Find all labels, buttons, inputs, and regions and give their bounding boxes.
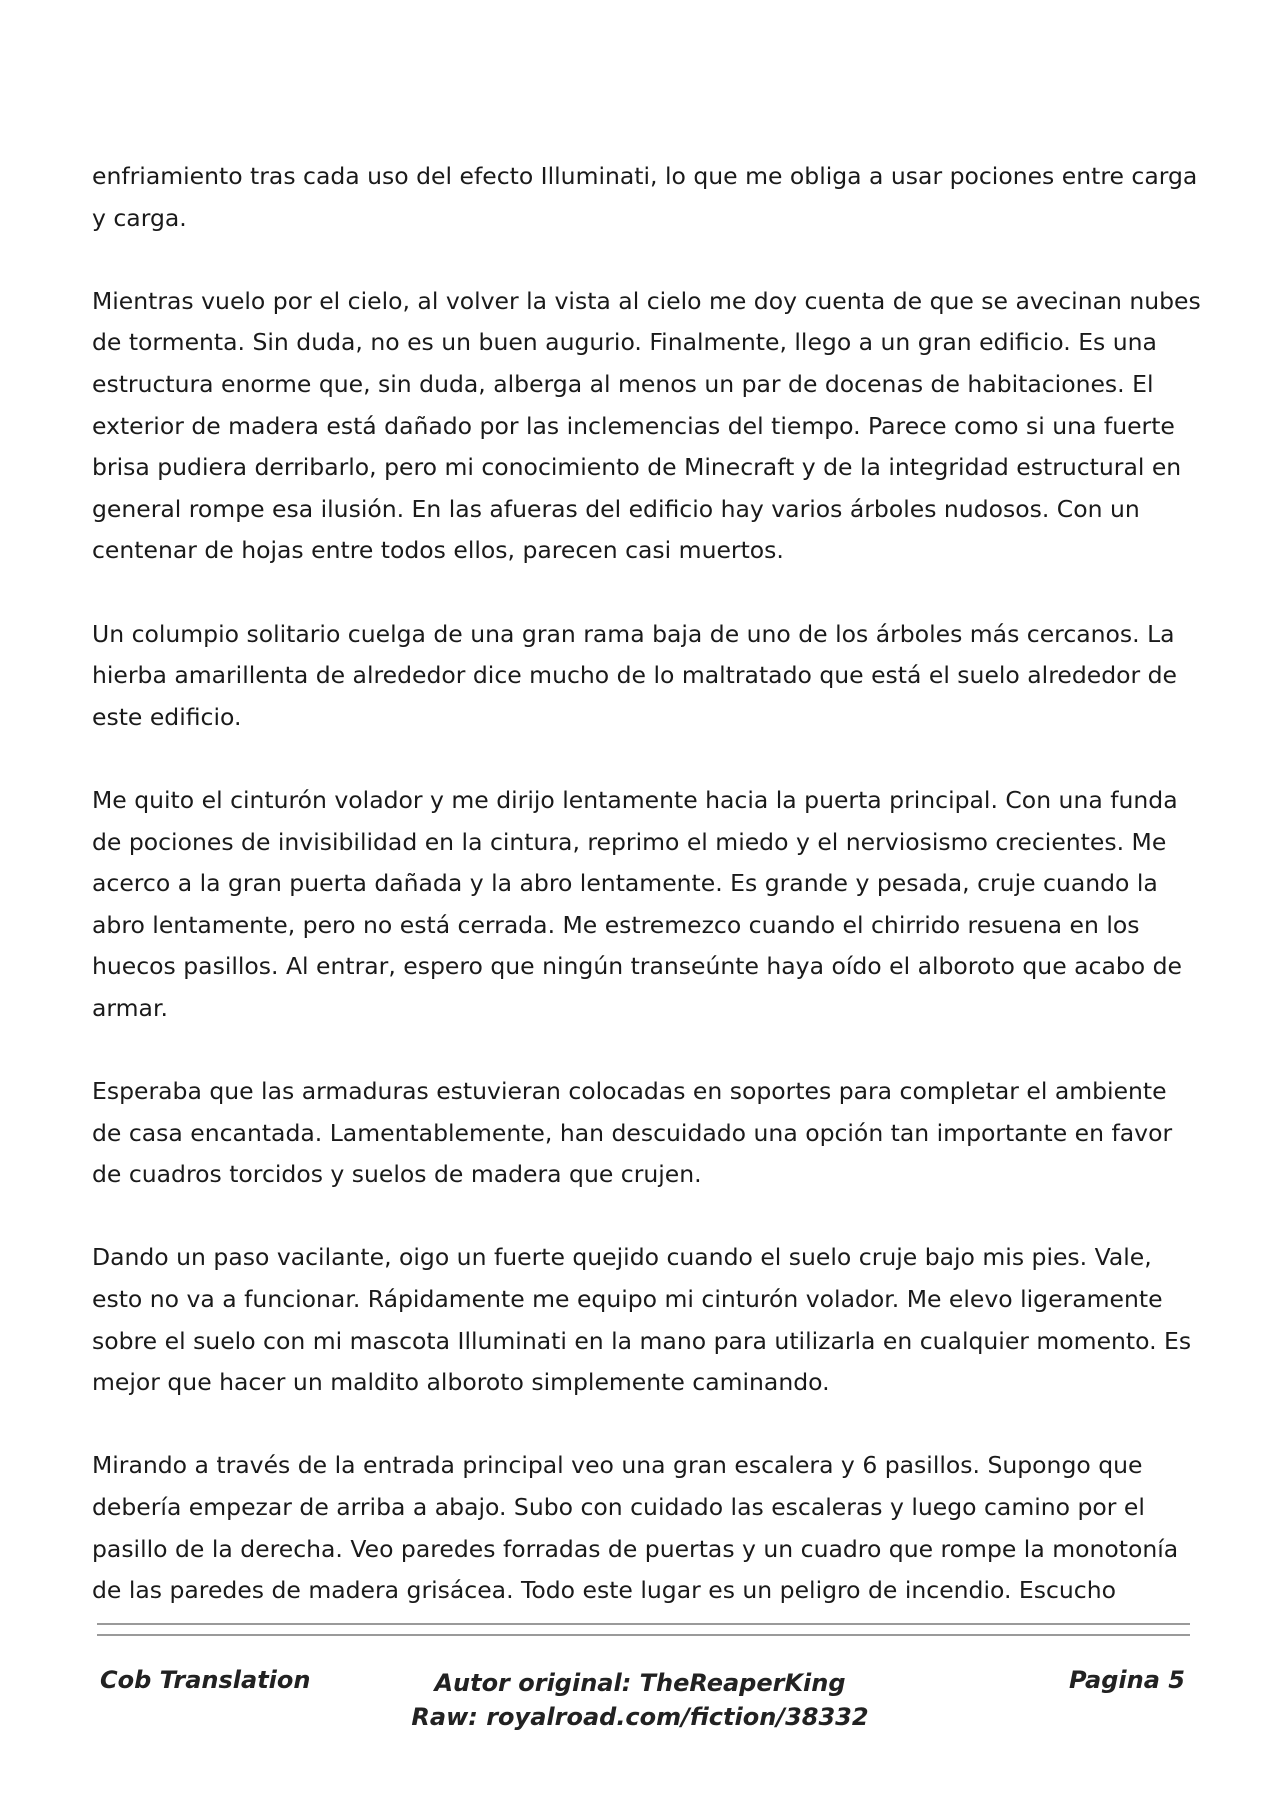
paragraph: Dando un paso vacilante, oigo un fuerte quejido cuando el suelo cruje bajo mis pies. Vale, esto no va a funcionar. Rápidamente me equipo mi cinturón volador. Me elevo ligeramente sobre el suelo con mi mascota Illuminati en la mano para utilizarla en cualquier momento. Es mejor que hacer un maldito alboroto simplemente caminando. <box>92 1243 1192 1397</box>
footer-divider-top <box>97 1623 1190 1625</box>
footer-source: Raw: royalroad.com/fiction/38332 <box>411 1703 869 1731</box>
body-text <box>92 156 1202 1612</box>
paragraph: Me quito el cinturón volador y me dirijo lentamente hacia la puerta principal. Con una funda de pociones de invisibilidad en la cintura, reprimo el miedo y el nerviosismo crecientes. Me acerco a la gran puerta dañada y la abro lentamente. Es grande y pesada, cruje cuando la abro lentamente, pero no está cerrada. Me estremezco cuando el chirrido resuena en los huecos pasillos. Al entrar, espero que ningún transeúnte haya oído el alboroto que acabo de armar. <box>92 785 1182 1022</box>
footer-translator: Cob Translation <box>100 1666 311 1694</box>
page-number: Pagina 5 <box>1069 1666 1185 1694</box>
paragraph: Un columpio solitario cuelga de una gran rama baja de uno de los árboles más cercanos. La hierba amarillenta de alrededor dice mucho de lo maltratado que está el suelo alrededor de este edificio. <box>92 619 1177 731</box>
paragraph: Mirando a través de la entrada principal veo una gran escalera y 6 pasillos. Supongo que debería empezar de arriba a abajo. Subo con cuidado las escaleras y luego camino por el pasillo de la derecha. Veo paredes forradas de puertas y un cuadro que rompe la monotonía de las paredes de madera grisácea. Todo este lugar es un peligro de incendio. Escucho <box>92 1451 1179 1605</box>
paragraph: Mientras vuelo por el cielo, al volver la vista al cielo me doy cuenta de que se avecinan nubes de tormenta. Sin duda, no es un buen augurio. Finalmente, llego a un gran edificio. Es una estructura enorme que, sin duda, alberga al menos un par de docenas de habitaciones. El exterior de madera está dañado por las inclemencias del tiempo. Parece como si una fuerte brisa pudiera derribarlo, pero mi conocimiento de Minecraft y de la integridad estructural en general rompe esa ilusión. En las afueras del edificio hay varios árboles nudosos. Con un centenar de hojas entre todos ellos, parecen casi muertos. <box>92 286 1201 565</box>
paragraph: Esperaba que las armaduras estuvieran colocadas en soportes para completar el ambiente de casa encantada. Lamentablemente, han descuidado una opción tan importante en favor de cuadros torcidos y suelos de madera que crujen. <box>92 1077 1173 1189</box>
footer-author: Autor original: TheReaperKing <box>434 1669 846 1697</box>
footer-divider-bottom <box>97 1634 1190 1636</box>
paragraph: enfriamiento tras cada uso del efecto Illuminati, lo que me obliga a usar pociones entre carga y carga. <box>92 162 1198 232</box>
